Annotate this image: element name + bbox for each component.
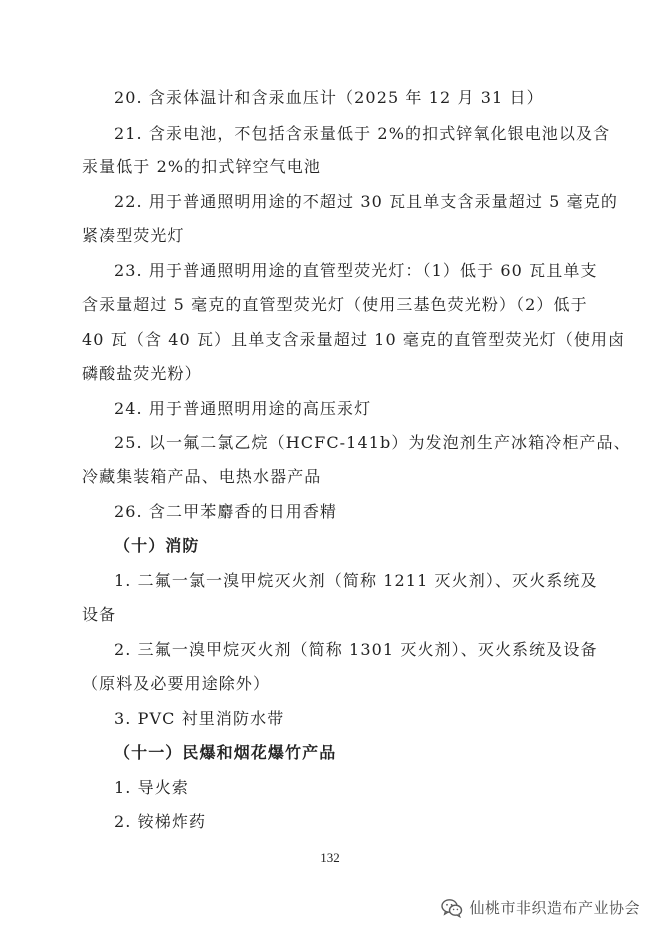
text-line: 26. 含二甲苯麝香的日用香精: [114, 502, 338, 521]
text-line: 1. 二氟一氯一溴甲烷灭火剂（简称 1211 灭火剂）、灭火系统及: [114, 571, 598, 590]
text-line: 1. 导火索: [114, 778, 189, 797]
text-line: 22. 用于普通照明用途的不超过 30 瓦且单支含汞量超过 5 毫克的: [114, 192, 618, 211]
text-line: 紧凑型荧光灯: [82, 226, 185, 245]
text-line: 3. PVC 衬里消防水带: [114, 709, 285, 728]
text-line: 20. 含汞体温计和含汞血压计（2025 年 12 月 31 日）: [114, 88, 544, 107]
section-heading: （十一）民爆和烟花爆竹产品: [114, 743, 337, 762]
text-line: 设备: [82, 605, 117, 624]
text-line: 25. 以一氟二氯乙烷（HCFC-141b）为发泡剂生产冰箱冷柜产品、: [114, 433, 631, 452]
text-line: 含汞量超过 5 毫克的直管型荧光灯（使用三基色荧光粉）（2）低于: [82, 295, 588, 314]
text-line: 汞量低于 2%的扣式锌空气电池: [82, 157, 321, 176]
text-line: 磷酸盐荧光粉）: [82, 364, 202, 383]
text-line: 40 瓦（含 40 瓦）且单支含汞量超过 10 毫克的直管型荧光灯（使用卤: [82, 330, 626, 349]
text-line: 冷藏集装箱产品、电热水器产品: [82, 467, 322, 486]
page-number: 132: [320, 850, 340, 865]
text-line: 2. 铵梯炸药: [114, 812, 207, 831]
text-line: 23. 用于普通照明用途的直管型荧光灯：（1）低于 60 瓦且单支: [114, 261, 598, 280]
watermark-text: 仙桃市非织造布产业协会: [469, 899, 640, 917]
text-line: 24. 用于普通照明用途的高压汞灯: [114, 399, 372, 418]
watermark: [441, 897, 640, 918]
wechat-icon: [441, 898, 463, 918]
section-heading: （十）消防: [114, 536, 200, 555]
text-line: 2. 三氟一溴甲烷灭火剂（简称 1301 灭火剂）、灭火系统及设备: [114, 640, 598, 659]
text-line: 21. 含汞电池，不包括含汞量低于 2%的扣式锌氧化银电池以及含: [114, 124, 611, 143]
text-line: （原料及必要用途除外）: [82, 674, 271, 693]
